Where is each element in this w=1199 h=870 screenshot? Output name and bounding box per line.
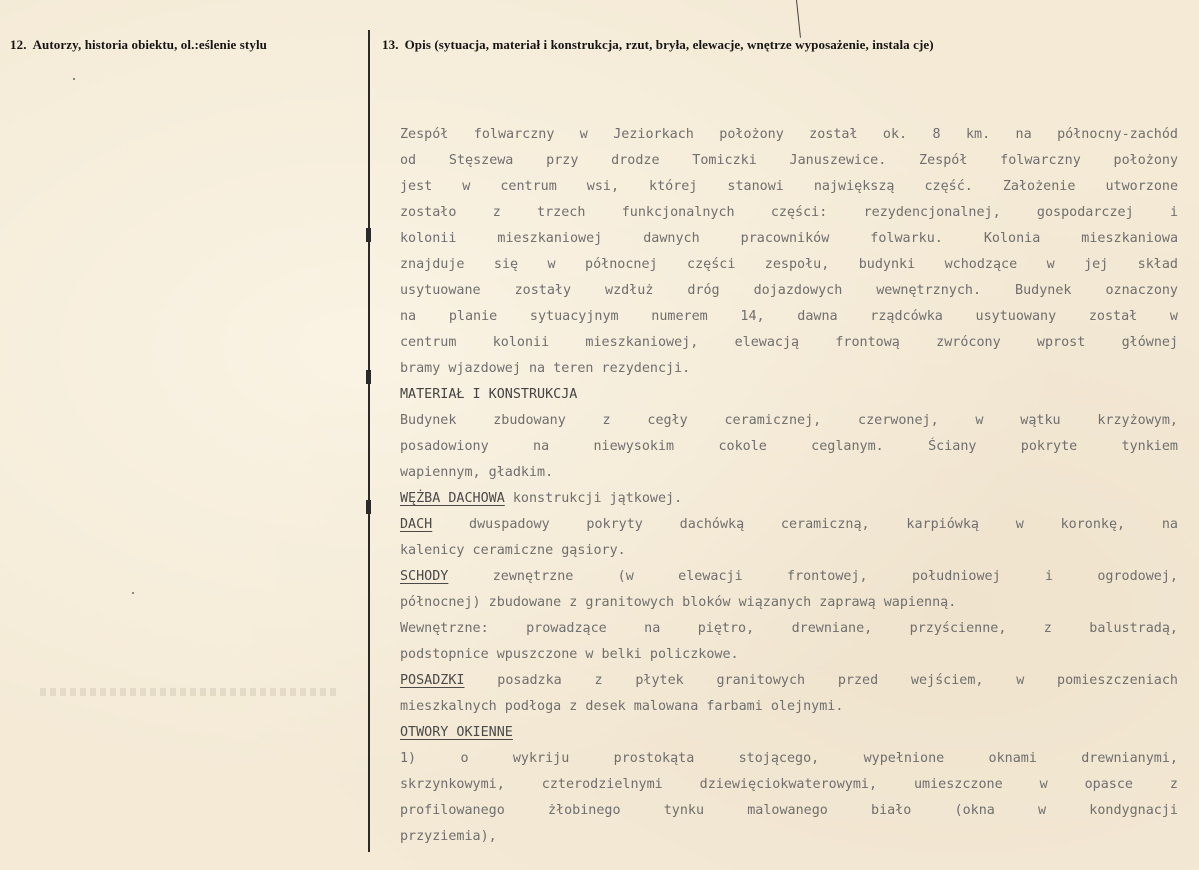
text-line — [400, 746, 1178, 772]
text-line — [400, 798, 1178, 824]
paper-speck — [73, 78, 75, 80]
line-text: Budynek zbudowany z cegły ceramicznej, czerwonej, w wątku krzyżowym, — [400, 413, 1178, 428]
column-divider — [368, 30, 370, 852]
line-text: 1) o wykriju prostokąta stojącego, wypełnione oknami drewnianymi, — [400, 751, 1178, 766]
text-line — [400, 538, 1178, 564]
text-line — [400, 694, 1178, 720]
text-line — [400, 564, 1178, 590]
section-12-heading — [10, 37, 267, 53]
text-line — [400, 226, 1178, 252]
paragraph-lead-term: POSADZKI — [400, 673, 465, 688]
text-line — [400, 330, 1178, 356]
section-12-number: 12. — [10, 37, 27, 52]
line-text: od Stęszewa przy drodze Tomiczki Januszewice. Zespół folwarczny położony — [400, 153, 1178, 168]
text-line — [400, 278, 1178, 304]
paragraph-lead-term: OTWORY OKIENNE — [400, 725, 513, 740]
text-line — [400, 590, 1178, 616]
line-text: posadzka z płytek granitowych przed wejściem, w pomieszczeniach — [464, 673, 1178, 688]
text-line — [400, 486, 1178, 512]
text-line — [400, 668, 1178, 694]
text-line — [400, 200, 1178, 226]
line-text: mieszkalnych podłoga z desek malowana farbami olejnymi. — [400, 699, 844, 714]
line-text: kalenicy ceramiczne gąsiory. — [400, 543, 626, 558]
line-text: centrum kolonii mieszkaniowej, elewacją frontową zwrócony wprost głównej — [400, 335, 1178, 350]
line-text: dwuspadowy pokryty dachówką ceramiczną, karpiówką w koronkę, na — [432, 517, 1178, 532]
line-text: znajduje się w północnej części zespołu, budynki wchodzące w jej skład — [400, 257, 1178, 272]
stray-pen-mark — [796, 0, 801, 38]
line-text: jest w centrum wsi, której stanowi największą część. Założenie utworzone — [400, 179, 1178, 194]
line-text: posadowiony na niewysokim cokole ceglanym. Ściany pokryte tynkiem — [400, 439, 1178, 454]
paragraph-lead-term: WĘŻBA DACHOWA — [400, 491, 505, 506]
divider-tick — [366, 370, 371, 384]
text-line — [400, 720, 1178, 746]
text-line — [400, 824, 1178, 850]
text-line — [400, 304, 1178, 330]
section-12-title: Autorzy, historia obiektu, ol.:eślenie stylu — [32, 37, 267, 52]
line-text: skrzynkowymi, czterodzielnymi dziewięciokwaterowymi, umieszczone w opasce z — [400, 777, 1178, 792]
text-line — [400, 356, 1178, 382]
section-13-number: 13. — [382, 37, 399, 52]
text-line — [400, 434, 1178, 460]
text-line — [400, 642, 1178, 668]
text-line — [400, 460, 1178, 486]
paragraph-lead-term: DACH — [400, 517, 433, 532]
subheading-text: MATERIAŁ I KONSTRUKCJA — [400, 387, 578, 402]
line-text: konstrukcji jątkowej. — [504, 491, 683, 506]
text-line — [400, 252, 1178, 278]
text-line — [400, 122, 1178, 148]
faint-bleed-through — [40, 688, 340, 696]
section-13-title: Opis (sytuacja, materiał i konstrukcja, rzut, bryła, elewacje, wnętrze wyposażenie, instala cje) — [404, 37, 934, 52]
paper-speck — [132, 592, 134, 594]
line-text: zewnętrzne (w elewacji frontowej, południowej i ogrodowej, — [448, 569, 1178, 584]
divider-tick — [366, 228, 371, 242]
line-text: usytuowane zostały wzdłuż dróg dojazdowych wewnętrznych. Budynek oznaczony — [400, 283, 1178, 298]
paragraph-lead-term: SCHODY — [400, 569, 449, 584]
text-line — [400, 512, 1178, 538]
section-subheading — [400, 382, 1178, 408]
line-text: na planie sytuacyjnym numerem 14, dawna rządcówka usytuowany został w — [400, 309, 1178, 324]
text-line — [400, 616, 1178, 642]
text-line — [400, 772, 1178, 798]
text-line — [400, 408, 1178, 434]
line-text: zostało z trzech funkcjonalnych części: rezydencjonalnej, gospodarczej i — [400, 205, 1178, 220]
line-text: kolonii mieszkaniowej dawnych pracowników folwarku. Kolonia mieszkaniowa — [400, 231, 1178, 246]
text-line — [400, 174, 1178, 200]
line-text: bramy wjazdowej na teren rezydencji. — [400, 361, 691, 376]
line-text: wapiennym, gładkim. — [400, 465, 554, 480]
divider-tick — [366, 500, 371, 514]
line-text: przyziemia), — [400, 829, 497, 844]
text-line — [400, 148, 1178, 174]
line-text: Zespół folwarczny w Jeziorkach położony został ok. 8 km. na północny-zachód — [400, 127, 1178, 142]
line-text: północnej) zbudowane z granitowych bloków wiązanych zaprawą wapienną. — [400, 595, 957, 610]
line-text: Wewnętrzne: prowadzące na piętro, drewniane, przyścienne, z balustradą, — [400, 621, 1178, 636]
section-13-heading — [382, 37, 934, 53]
line-text: profilowanego żłobinego tynku malowanego biało (okna w kondygnacji — [400, 803, 1178, 818]
description-text — [400, 122, 1178, 850]
line-text: podstopnice wpuszczone w belki policzkowe. — [400, 647, 739, 662]
